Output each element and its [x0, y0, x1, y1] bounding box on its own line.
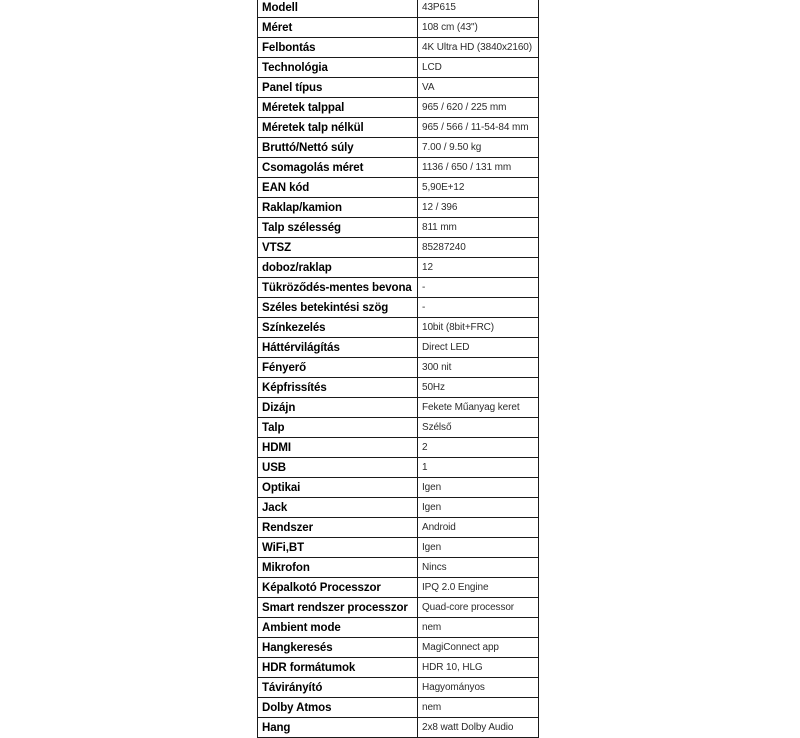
spec-value-cell: 43P615	[418, 0, 539, 18]
spec-value-cell: 1136 / 650 / 131 mm	[418, 158, 539, 178]
spec-value-cell: 50Hz	[418, 378, 539, 398]
spec-value-cell: 12 / 396	[418, 198, 539, 218]
table-row	[258, 98, 539, 118]
spec-value-cell: 12	[418, 258, 539, 278]
table-row	[258, 658, 539, 678]
spec-label-cell: Rendszer	[258, 518, 418, 538]
spec-label-cell: Fényerő	[258, 358, 418, 378]
spec-label-cell: Széles betekintési szög	[258, 298, 418, 318]
table-row	[258, 218, 539, 238]
spec-value-cell: 965 / 566 / 11-54-84 mm	[418, 118, 539, 138]
spec-label-cell: doboz/raklap	[258, 258, 418, 278]
spec-value-cell: LCD	[418, 58, 539, 78]
spec-value-cell: HDR 10, HLG	[418, 658, 539, 678]
table-row	[258, 258, 539, 278]
spec-label-cell: Raklap/kamion	[258, 198, 418, 218]
spec-label-cell	[258, 598, 418, 618]
spec-label-cell: Panel típus	[258, 78, 418, 98]
table-row	[258, 678, 539, 698]
spec-label-cell: EAN kód	[258, 178, 418, 198]
table-row	[258, 518, 539, 538]
specification-table-container	[257, 0, 538, 738]
spec-label-cell: VTSZ	[258, 238, 418, 258]
spec-value-cell: 1	[418, 458, 539, 478]
spec-value-cell: Igen	[418, 478, 539, 498]
spec-label-cell	[258, 278, 418, 298]
spec-value-cell: IPQ 2.0 Engine	[418, 578, 539, 598]
spec-value-cell: 2x8 watt Dolby Audio	[418, 718, 539, 738]
specification-table	[257, 0, 539, 738]
table-row	[258, 318, 539, 338]
table-row	[258, 718, 539, 738]
table-row	[258, 278, 539, 298]
spec-value-cell: 300 nit	[418, 358, 539, 378]
table-row	[258, 0, 539, 18]
table-row	[258, 338, 539, 358]
spec-label-cell: USB	[258, 458, 418, 478]
spec-label-cell: Talp szélesség	[258, 218, 418, 238]
spec-label-text: Smart rendszer processzor	[262, 601, 408, 614]
spec-label-cell: Hangkeresés	[258, 638, 418, 658]
spec-label-cell: Hang	[258, 718, 418, 738]
spec-label-cell: Méret	[258, 18, 418, 38]
spec-value-cell: 7.00 / 9.50 kg	[418, 138, 539, 158]
table-row	[258, 238, 539, 258]
spec-label-cell: Ambient mode	[258, 618, 418, 638]
spec-label-cell: Talp	[258, 418, 418, 438]
spec-label-cell: Modell	[258, 0, 418, 18]
spec-value-cell: Nincs	[418, 558, 539, 578]
table-row	[258, 418, 539, 438]
specification-table-body	[258, 0, 539, 738]
spec-label-cell: Színkezelés	[258, 318, 418, 338]
spec-label-cell: WiFi,BT	[258, 538, 418, 558]
spec-value-cell: Quad-core processor	[418, 598, 539, 618]
spec-value-cell: 5,90E+12	[418, 178, 539, 198]
spec-label-cell: Jack	[258, 498, 418, 518]
table-row	[258, 298, 539, 318]
spec-label-cell: Csomagolás méret	[258, 158, 418, 178]
table-row	[258, 698, 539, 718]
table-row	[258, 78, 539, 98]
spec-label-cell: HDR formátumok	[258, 658, 418, 678]
spec-value-cell: 4K Ultra HD (3840x2160)	[418, 38, 539, 58]
spec-label-cell: Méretek talp nélkül	[258, 118, 418, 138]
spec-label-cell: Mikrofon	[258, 558, 418, 578]
table-row	[258, 538, 539, 558]
table-row	[258, 478, 539, 498]
table-row	[258, 138, 539, 158]
spec-value-cell: Fekete Műanyag keret	[418, 398, 539, 418]
spec-label-text: Tükröződés-mentes bevona	[262, 281, 412, 294]
table-row	[258, 18, 539, 38]
spec-label-cell: Technológia	[258, 58, 418, 78]
spec-label-cell: Bruttó/Nettó súly	[258, 138, 418, 158]
table-row	[258, 458, 539, 478]
spec-value-cell: Direct LED	[418, 338, 539, 358]
table-row	[258, 38, 539, 58]
spec-value-cell: 2	[418, 438, 539, 458]
table-row	[258, 158, 539, 178]
table-row	[258, 638, 539, 658]
spec-label-cell: Képalkotó Processzor	[258, 578, 418, 598]
spec-value-cell: Igen	[418, 498, 539, 518]
spec-label-cell: HDMI	[258, 438, 418, 458]
table-row	[258, 438, 539, 458]
spec-value-cell: -	[418, 278, 539, 298]
table-row	[258, 498, 539, 518]
spec-value-cell: Android	[418, 518, 539, 538]
table-row	[258, 578, 539, 598]
table-row	[258, 178, 539, 198]
spec-value-cell: Igen	[418, 538, 539, 558]
table-row	[258, 378, 539, 398]
table-row	[258, 558, 539, 578]
spec-value-cell: 108 cm (43")	[418, 18, 539, 38]
table-row	[258, 618, 539, 638]
spec-label-cell: Dolby Atmos	[258, 698, 418, 718]
table-row	[258, 398, 539, 418]
spec-value-cell: 85287240	[418, 238, 539, 258]
spec-value-cell: Hagyományos	[418, 678, 539, 698]
spec-label-cell: Háttérvilágítás	[258, 338, 418, 358]
spec-value-cell: MagiConnect app	[418, 638, 539, 658]
spec-value-cell: -	[418, 298, 539, 318]
spec-value-cell: Szélső	[418, 418, 539, 438]
spec-value-cell: 10bit (8bit+FRC)	[418, 318, 539, 338]
table-row	[258, 118, 539, 138]
table-row	[258, 598, 539, 618]
spec-label-cell: Optikai	[258, 478, 418, 498]
table-row	[258, 198, 539, 218]
table-row	[258, 358, 539, 378]
spec-value-cell: nem	[418, 618, 539, 638]
spec-label-cell: Dizájn	[258, 398, 418, 418]
spec-label-cell: Képfrissítés	[258, 378, 418, 398]
spec-value-cell: nem	[418, 698, 539, 718]
table-row	[258, 58, 539, 78]
spec-value-cell: VA	[418, 78, 539, 98]
spec-label-cell: Távirányító	[258, 678, 418, 698]
spec-value-cell: 965 / 620 / 225 mm	[418, 98, 539, 118]
spec-label-cell: Méretek talppal	[258, 98, 418, 118]
spec-label-cell: Felbontás	[258, 38, 418, 58]
spec-value-cell: 811 mm	[418, 218, 539, 238]
